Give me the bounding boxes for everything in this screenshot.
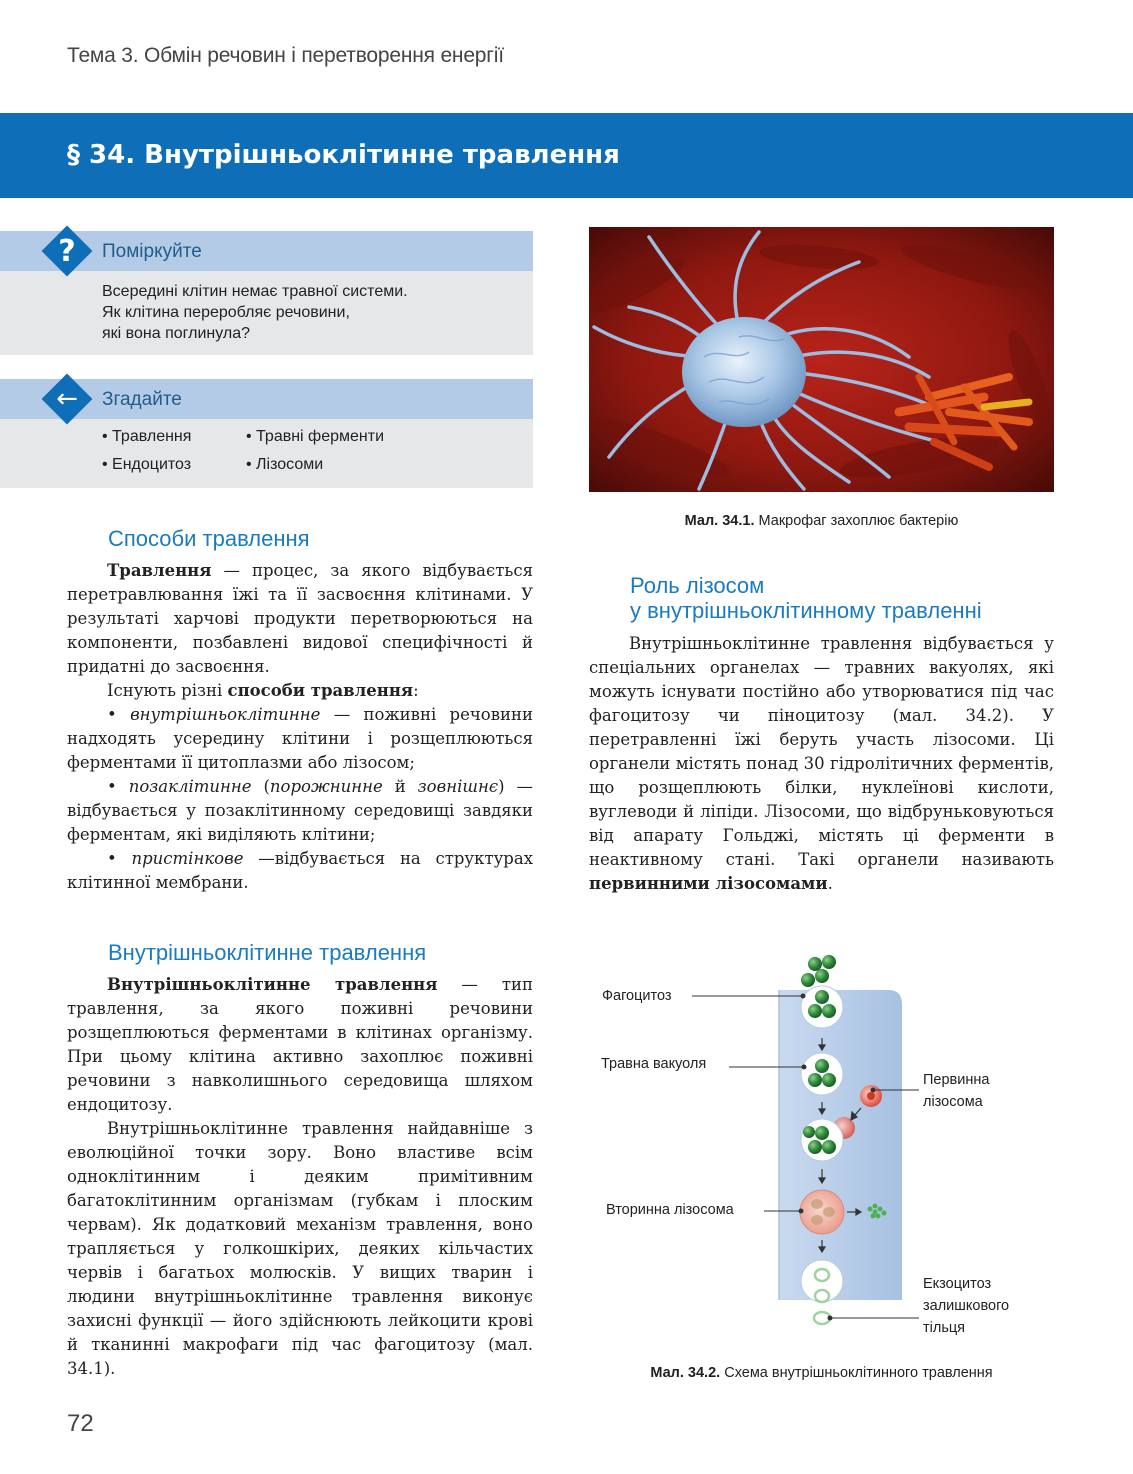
think-box-text: Всередині клітин немає травної системи. Як клітина переробляє речовини, які вона поглинула? <box>102 283 408 342</box>
recall-item-digestion: • Травлення <box>102 428 192 445</box>
phagocytosis-vesicle <box>801 955 843 1028</box>
fusing-vacuole <box>801 1119 843 1161</box>
paragraph-digestion-definition: Травлення — процес, за якого відбувається перетравлювання їжі та її засвоєння клітинами. У результаті харчові продукти перетворюються на компоненти, позбавлені видової специфічності й придатні до засвоєння. <box>67 561 533 676</box>
list-item-extracellular: • позаклітинне (порожнинне й зовнішнє) — відбувається у позаклітинному середовищі завдяки ферментам, які виділяють клітини; <box>67 777 533 844</box>
recall-item-lysosomes: • Лізосоми <box>246 456 324 473</box>
label-food-vacuole: Травна вакуоля <box>601 1056 707 1072</box>
paragraph-evolution: Внутрішньоклітинне травлення найдавніше з еволюційної точки зору. Воно властиве всім одноклітинним і деяким примітивним багатоклітинним організмам (губкам і плоским червам). Як додатковий механізм травлення, воно трапляється у голкошкірих, деяких кільчастих червів і багатьох молюсків. У вищих тварин і людини внутрішньоклітинне травлення виконує захисні функції — його здійснюють лейкоцити крові й тканинні макрофаги під час фагоцитозу (мал. 34.1). <box>67 1119 533 1378</box>
food-vacuole <box>801 1053 843 1095</box>
recall-box-label: Згадайте <box>102 389 182 410</box>
paragraph-lysosome-role: Внутрішньоклітинне травлення відбувається у спеціальних органелах — травних вакуолях, які можуть існувати постійно або утворюватися під час фагоцитозу чи піноцитозу (мал. 34.2). У перетравленні їжі беруть участь лізосоми. Ці органели містять понад 30 гідролітичних ферментів, що розщеплюють білки, нуклеїнові кислоти, вуглеводи й ліпіди. Лізосоми, що відбруньковуються від апарату Гольджі, містять ці ферменти в неактивному стані. Такі органели називають первинними лізосомами. <box>589 634 1054 893</box>
label-exocytosis: Екзоцитоз залишкового тільця <box>923 1276 1010 1336</box>
heading-lysosome-role: Роль лізосом у внутрішньоклітинному травленні <box>630 573 982 623</box>
digestion-scheme-diagram <box>589 950 1059 1340</box>
running-head: Тема 3. Обмін речовин і перетворення енергії <box>67 44 504 67</box>
list-item-membrane: • пристінкове —відбувається на структурах клітинної мембрани. <box>67 849 533 892</box>
list-item-intracellular: • внутрішньоклітинне — поживні речовини надходять усередину клітини і розщеплюються ферментами її цитоплазми або лізосом; <box>67 705 534 772</box>
title-band <box>0 113 1133 198</box>
heading-intracellular-digestion: Внутрішньоклітинне травлення <box>108 940 427 965</box>
secondary-lysosome <box>800 1190 844 1234</box>
heading-digestion-methods: Способи травлення <box>108 526 310 551</box>
left-column-text-1 <box>67 559 533 895</box>
figure-34-1-caption: Мал. 34.1. Макрофаг захоплює бактерію <box>684 513 959 529</box>
residual-body <box>801 1260 843 1324</box>
label-secondary-lysosome: Вторинна лізосома <box>606 1202 734 1218</box>
right-column-text <box>589 632 1054 896</box>
label-primary-lysosome: Первинна лізосома <box>923 1072 990 1110</box>
macrophage-photo <box>589 227 1054 492</box>
figure-34-2-caption: Мал. 34.2. Схема внутрішньоклітинного травлення <box>650 1365 993 1381</box>
page-number: 72 <box>67 1410 94 1437</box>
paragraph-intracellular-definition: Внутрішньоклітинне травлення — тип травлення, за якого поживні речовини розщеплюються ферментами в клітинах організму. При цьому клітина активно захоплює поживні речовини з навколишнього середовища шляхом ендоцитозу. <box>67 975 533 1114</box>
think-box-label: Поміркуйте <box>102 241 202 262</box>
label-phagocytosis: Фагоцитоз <box>602 988 672 1004</box>
paragraph-methods-intro: Існують різні способи травлення: <box>107 681 419 700</box>
recall-item-endocytosis: • Ендоцитоз <box>102 456 192 473</box>
section-title: § 34. Внутрішньоклітинне травлення <box>67 140 620 170</box>
left-column-text-2 <box>67 973 533 1381</box>
recall-item-enzymes: • Травні ферменти <box>246 428 385 445</box>
